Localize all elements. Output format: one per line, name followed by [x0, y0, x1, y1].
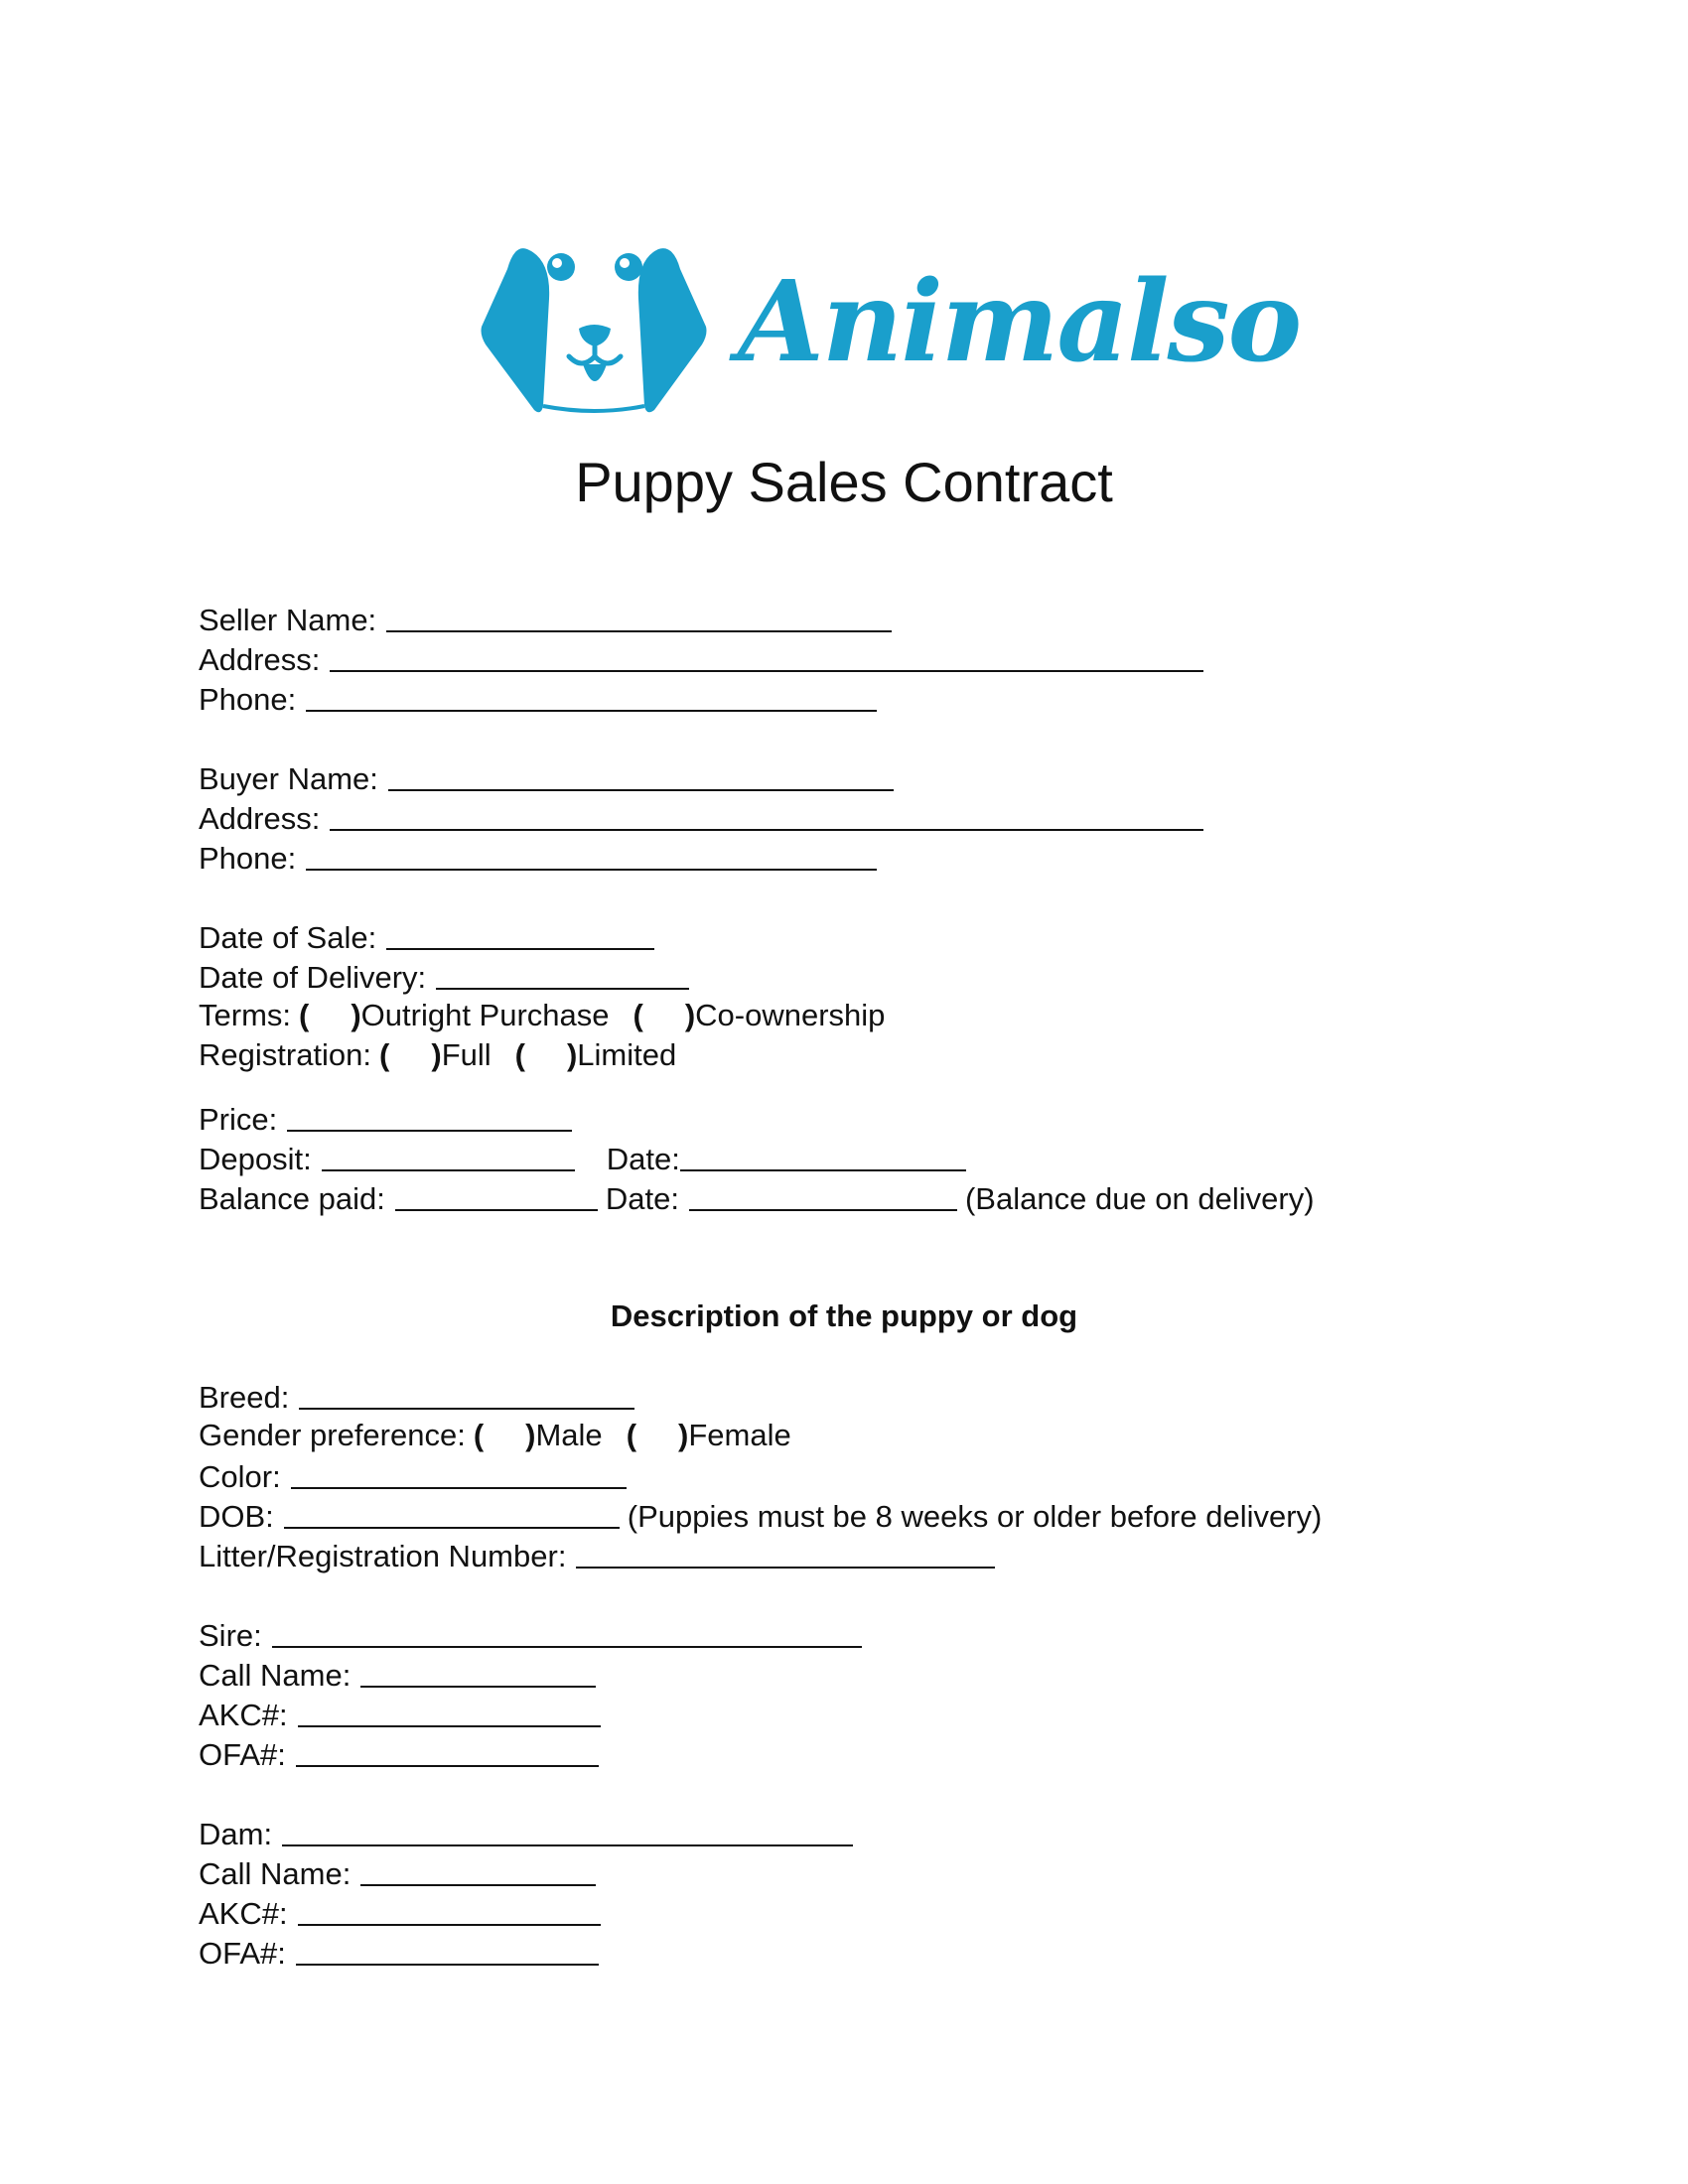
litter-field[interactable] — [576, 1537, 995, 1569]
dam-call-name-label: Call Name: — [199, 1856, 352, 1891]
deposit-field[interactable] — [322, 1140, 575, 1171]
buyer-name-row — [199, 757, 894, 797]
sire-label: Sire: — [199, 1618, 262, 1653]
terms-label: Terms: — [199, 998, 291, 1032]
deposit-date-field[interactable] — [680, 1140, 966, 1171]
sire-call-name-field[interactable] — [360, 1656, 596, 1688]
sire-call-name-label: Call Name: — [199, 1658, 352, 1693]
logo-wordmark: Animalso — [738, 257, 1301, 387]
registration-row — [199, 1035, 676, 1075]
deposit-date-label: Date: — [606, 1142, 680, 1176]
registration-label: Registration: — [199, 1037, 372, 1072]
sire-akc-field[interactable] — [298, 1696, 601, 1727]
seller-phone-row — [199, 678, 877, 718]
dam-label: Dam: — [199, 1817, 273, 1851]
buyer-phone-field[interactable] — [306, 839, 877, 871]
registration-checkbox-full[interactable]: ( ) — [379, 1037, 442, 1072]
balance-date-label: Date: — [605, 1181, 679, 1216]
sire-field[interactable] — [272, 1616, 862, 1648]
buyer-phone-label: Phone: — [199, 841, 297, 876]
buyer-address-label: Address: — [199, 801, 321, 836]
date-of-delivery-row — [199, 956, 689, 996]
gender-checkbox-female[interactable]: ( ) — [626, 1418, 689, 1452]
balance-paid-field[interactable] — [395, 1179, 598, 1211]
gender-row — [199, 1416, 791, 1455]
buyer-name-field[interactable] — [388, 759, 894, 791]
balance-note: (Balance due on delivery) — [964, 1181, 1315, 1216]
dam-akc-row — [199, 1892, 601, 1932]
price-field[interactable] — [287, 1100, 572, 1132]
terms-row — [199, 996, 885, 1035]
seller-name-row — [199, 599, 892, 638]
registration-option-limited: Limited — [577, 1037, 677, 1072]
buyer-name-label: Buyer Name: — [199, 761, 378, 796]
breed-row — [199, 1376, 634, 1416]
dob-label: DOB: — [199, 1499, 274, 1534]
dam-akc-field[interactable] — [298, 1894, 601, 1926]
gender-option-male: Male — [535, 1418, 603, 1452]
sire-call-name-row — [199, 1654, 596, 1694]
color-field[interactable] — [291, 1457, 627, 1489]
dob-row — [199, 1495, 1322, 1535]
terms-checkbox-outright[interactable]: ( ) — [299, 998, 361, 1032]
seller-address-row — [199, 638, 1203, 678]
seller-address-field[interactable] — [330, 640, 1203, 672]
price-label: Price: — [199, 1102, 278, 1137]
balance-paid-label: Balance paid: — [199, 1181, 385, 1216]
sire-akc-label: AKC#: — [199, 1698, 288, 1732]
seller-name-field[interactable] — [386, 601, 892, 632]
color-row — [199, 1455, 627, 1495]
sire-ofa-field[interactable] — [296, 1735, 599, 1767]
balance-date-field[interactable] — [689, 1179, 957, 1211]
date-of-delivery-field[interactable] — [436, 958, 689, 990]
dam-row — [199, 1813, 853, 1852]
deposit-label: Deposit: — [199, 1142, 312, 1176]
price-row — [199, 1098, 572, 1138]
registration-option-full: Full — [441, 1037, 492, 1072]
description-heading: Description of the puppy or dog — [610, 1298, 1078, 1333]
balance-row — [199, 1177, 1315, 1217]
terms-checkbox-coownership[interactable]: ( ) — [633, 998, 696, 1032]
dam-call-name-field[interactable] — [360, 1854, 596, 1886]
buyer-address-row — [199, 797, 1203, 837]
page-title: Puppy Sales Contract — [575, 451, 1113, 513]
litter-label: Litter/Registration Number: — [199, 1539, 567, 1573]
dam-ofa-label: OFA#: — [199, 1936, 286, 1971]
dam-call-name-row — [199, 1852, 596, 1892]
litter-row — [199, 1535, 995, 1574]
seller-phone-field[interactable] — [306, 680, 877, 712]
buyer-address-field[interactable] — [330, 799, 1203, 831]
color-label: Color: — [199, 1459, 281, 1494]
date-of-sale-label: Date of Sale: — [199, 920, 377, 955]
sire-row — [199, 1614, 862, 1654]
sire-ofa-label: OFA#: — [199, 1737, 286, 1772]
breed-field[interactable] — [299, 1378, 634, 1410]
dam-field[interactable] — [282, 1815, 853, 1846]
date-of-sale-row — [199, 916, 654, 956]
dob-field[interactable] — [284, 1497, 620, 1529]
sire-akc-row — [199, 1694, 601, 1733]
terms-option-outright: Outright Purchase — [360, 998, 610, 1032]
terms-option-coownership: Co-ownership — [695, 998, 886, 1032]
sire-ofa-row — [199, 1733, 599, 1773]
gender-option-female: Female — [688, 1418, 791, 1452]
gender-checkbox-male[interactable]: ( ) — [473, 1418, 536, 1452]
seller-address-label: Address: — [199, 642, 321, 677]
deposit-row — [199, 1138, 966, 1177]
date-of-delivery-label: Date of Delivery: — [199, 960, 427, 995]
dam-ofa-field[interactable] — [296, 1934, 599, 1966]
breed-label: Breed: — [199, 1380, 290, 1415]
seller-phone-label: Phone: — [199, 682, 297, 717]
seller-name-label: Seller Name: — [199, 603, 377, 637]
registration-checkbox-limited[interactable]: ( ) — [514, 1037, 578, 1072]
dam-akc-label: AKC#: — [199, 1896, 288, 1931]
animalso-logo — [480, 239, 1301, 418]
dam-ofa-row — [199, 1932, 599, 1972]
gender-label: Gender preference: — [199, 1418, 466, 1452]
dob-note: (Puppies must be 8 weeks or older before delivery) — [627, 1499, 1323, 1534]
date-of-sale-field[interactable] — [386, 918, 654, 950]
buyer-phone-row — [199, 837, 877, 877]
